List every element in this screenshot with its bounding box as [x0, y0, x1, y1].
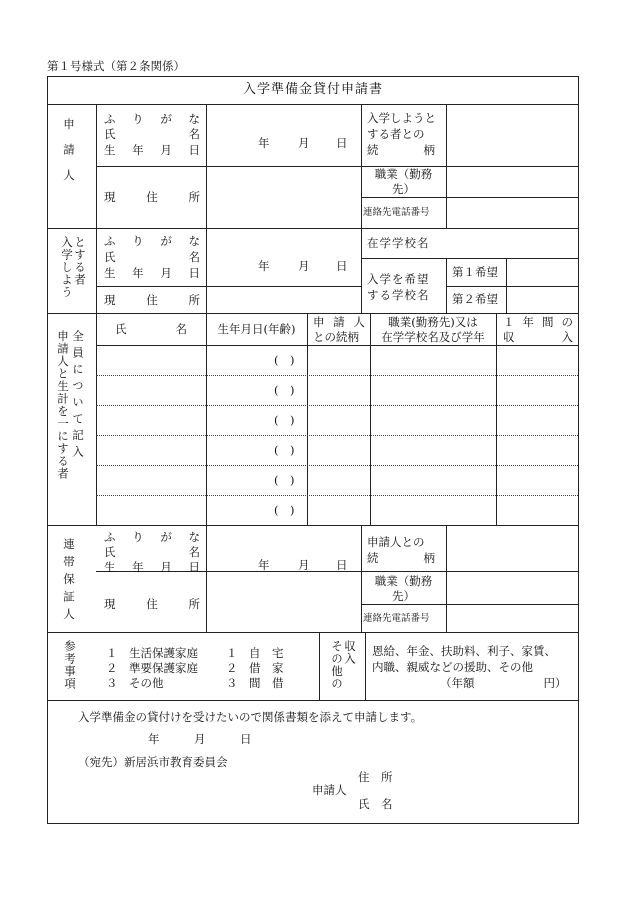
- household-age-field[interactable]: ( ): [274, 503, 295, 517]
- student-current-school-label: 在学学校名: [367, 236, 430, 250]
- household-header-income-2: 収 入: [503, 330, 573, 344]
- name-label: 氏 名: [358, 797, 393, 811]
- guarantor-dob-month: 月: [298, 558, 310, 572]
- reference-section-label: 参考事項: [63, 640, 77, 690]
- student-address-field[interactable]: [207, 287, 360, 312]
- guarantor-phone-field[interactable]: [447, 605, 577, 631]
- guarantor-relation-field[interactable]: [447, 526, 577, 570]
- student-section-label-2: とする者: [73, 236, 87, 286]
- household-row[interactable]: [97, 436, 578, 465]
- household-section-label-1: 申請人と生計を一にする者: [56, 330, 70, 480]
- household-header-relation-1: 申 請 人: [313, 315, 365, 329]
- applicant-phone-field[interactable]: [447, 198, 577, 227]
- guarantor-name-label: 氏 名: [104, 545, 200, 559]
- applicant-occupation-label-1: 職業（勤務: [374, 167, 433, 181]
- guarantor-dob-label: 生 年 月 日: [104, 560, 200, 574]
- application-statement: 入学準備金の貸付けを受けたいので関係書類を添えて申請します。: [78, 710, 423, 724]
- applicant-relation-label-1: 入学しようと: [367, 111, 436, 125]
- guarantor-address-label: 現 住 所: [104, 597, 200, 611]
- household-age-field[interactable]: ( ): [274, 413, 295, 427]
- housing-type-1[interactable]: １ 自 宅: [226, 646, 284, 660]
- addressee: （宛先）新居浜市教育委員会: [78, 755, 228, 769]
- guarantor-occupation-label-1: 職業（勤務: [374, 574, 433, 588]
- student-name-label: 氏 名: [104, 250, 200, 264]
- applicant-name-label: 氏 名: [104, 127, 200, 141]
- applicant-name-field[interactable]: [207, 105, 360, 165]
- household-age-field[interactable]: ( ): [274, 353, 295, 367]
- other-income-label-1: その他の: [330, 640, 344, 690]
- student-desired-school-label-2: する学校名: [367, 288, 430, 302]
- student-choice-1-label: 第１希望: [452, 265, 498, 279]
- housing-type-2[interactable]: ２ 借 家: [226, 661, 284, 675]
- household-row[interactable]: [97, 496, 578, 525]
- student-name-field[interactable]: [207, 229, 360, 285]
- household-type-3[interactable]: ３ その他: [106, 676, 164, 690]
- student-section-label-1: 入学しよう: [60, 236, 74, 299]
- application-date[interactable]: 年 月 日: [148, 732, 252, 746]
- guarantor-occupation-field[interactable]: [447, 572, 577, 603]
- guarantor-occupation-label-2: 先）: [392, 589, 415, 603]
- household-header-name: 氏 名: [115, 322, 187, 336]
- household-header-occupation-2: 在学学校名及び学年: [381, 330, 485, 344]
- student-choice-2-label: 第２希望: [452, 292, 498, 306]
- other-income-text-2: 内職、親威などの援助、その他: [372, 660, 533, 674]
- household-age-field[interactable]: ( ): [274, 383, 295, 397]
- annual-amount-field[interactable]: （年額 円）: [440, 676, 567, 690]
- guarantor-relation-label-2: 続 柄: [367, 551, 435, 565]
- student-desired-school-label-1: 入学を希望: [367, 272, 430, 286]
- form-title: 入学準備金貸付申請書: [242, 82, 383, 97]
- household-age-field[interactable]: ( ): [274, 443, 295, 457]
- student-dob-year: 年: [258, 259, 270, 273]
- household-type-1[interactable]: １ 生活保護家庭: [106, 646, 198, 660]
- guarantor-phone-label: 連絡先電話番号: [363, 613, 430, 624]
- guarantor-address-field[interactable]: [207, 572, 360, 631]
- guarantor-dob-day: 日: [336, 558, 348, 572]
- other-income-label-2: 収入: [343, 640, 357, 665]
- household-row[interactable]: [97, 406, 578, 435]
- guarantor-relation-label-1: 申請人との: [367, 535, 425, 549]
- applicant-relation-field[interactable]: [447, 105, 577, 165]
- household-header-relation-2: との続柄: [313, 330, 359, 344]
- household-type-2[interactable]: ２ 準要保護家庭: [106, 661, 198, 675]
- applicant-address-label: 現 住 所: [104, 190, 200, 204]
- student-current-school-field[interactable]: [447, 229, 577, 257]
- student-furigana-label: ふ り が な: [104, 234, 200, 248]
- guarantor-dob-year: 年: [258, 558, 270, 572]
- applicant-occupation-field[interactable]: [447, 167, 577, 196]
- applicant-occupation-label-2: 先）: [392, 182, 415, 196]
- applicant-dob-day: 日: [336, 136, 348, 150]
- household-row[interactable]: [97, 346, 578, 375]
- applicant-dob-year: 年: [258, 136, 270, 150]
- applicant-section-label: 申請人: [62, 118, 76, 195]
- guarantor-section-label: 連帯保証人: [62, 538, 76, 626]
- household-header-occupation-1: 職業(勤務先)又は: [388, 315, 478, 329]
- applicant-label: 申請人: [312, 783, 347, 797]
- address-label: 住 所: [358, 770, 393, 784]
- student-address-label: 現 住 所: [104, 293, 200, 307]
- applicant-relation-label-3: 続 柄: [367, 143, 435, 157]
- household-row[interactable]: [97, 466, 578, 495]
- household-section-label-2: 全員について記入: [71, 330, 85, 462]
- applicant-relation-label-2: する者との: [367, 127, 425, 141]
- household-row[interactable]: [97, 376, 578, 405]
- household-header-dob: 生年月日(年齢): [217, 322, 296, 336]
- student-choice-2-field[interactable]: [507, 287, 577, 312]
- student-dob-month: 月: [298, 259, 310, 273]
- applicant-furigana-label: ふ り が な: [104, 112, 200, 126]
- student-choice-1-field[interactable]: [507, 259, 577, 285]
- housing-type-3[interactable]: ３ 間 借: [226, 676, 284, 690]
- applicant-dob-label: 生 年 月 日: [104, 143, 200, 157]
- applicant-phone-label: 連絡先電話番号: [363, 207, 430, 218]
- guarantor-furigana-label: ふ り が な: [104, 530, 200, 544]
- other-income-text-1: 恩給、年金、扶助料、利子、家賃、: [372, 644, 556, 658]
- student-dob-day: 日: [336, 259, 348, 273]
- guarantor-name-field[interactable]: [207, 526, 360, 570]
- applicant-dob-month: 月: [298, 136, 310, 150]
- student-dob-label: 生 年 月 日: [104, 266, 200, 280]
- applicant-address-field[interactable]: [207, 167, 360, 227]
- form-number: 第１号様式（第２条関係）: [47, 59, 185, 73]
- household-age-field[interactable]: ( ): [274, 473, 295, 487]
- household-header-income-1: １ 年 間 の: [503, 315, 573, 329]
